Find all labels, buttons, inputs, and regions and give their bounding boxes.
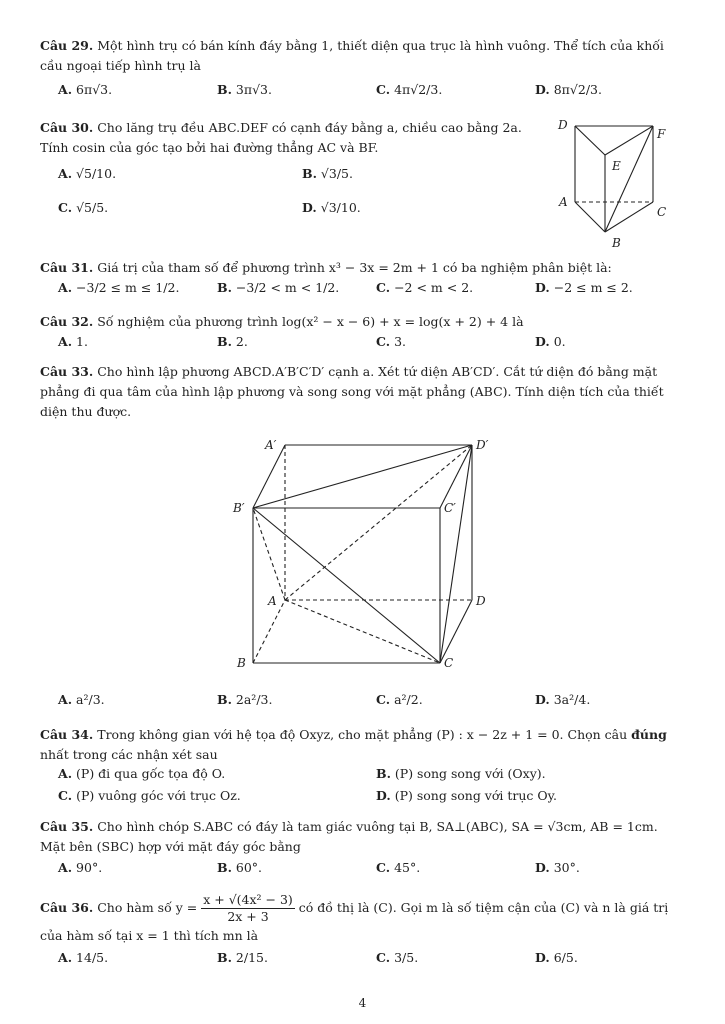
question-text: Trong không gian với hệ tọa độ Oxyz, cho mặt phẳng (P) : x − 2z + 1 = 0. Chọn câu <box>97 727 628 742</box>
options-29 <box>40 82 685 104</box>
option-b[interactable]: B. √3/5. <box>302 166 353 181</box>
options-30-row1 <box>40 166 535 188</box>
option-a[interactable]: A. (P) đi qua gốc tọa độ O. <box>58 766 226 781</box>
question-text: Cho hình lập phương ABCD.A′B′C′D′ cạnh a. Xét tứ diện AB′CD′. Cắt tứ diện đó bằng mặt phẳng đi qua tâm của hình lập phương và song song với mặt phẳng (ABC). Tính diện tích của thiết diện thu được. <box>40 364 664 419</box>
options-31 <box>40 280 685 302</box>
vertex-c: C <box>657 205 667 219</box>
question-number: Câu 30. <box>40 120 94 135</box>
option-b[interactable]: B. 2/15. <box>217 950 268 965</box>
option-b[interactable]: B. 2. <box>217 334 248 349</box>
cube-figure <box>225 430 505 675</box>
emphasis-text: đúng <box>631 727 667 742</box>
options-30-row2 <box>40 200 535 222</box>
option-b[interactable]: B. −3/2 < m < 1/2. <box>217 280 340 295</box>
question-29 <box>40 36 685 76</box>
prism-figure <box>550 112 680 254</box>
question-33 <box>40 362 685 422</box>
option-c[interactable]: C. a²/2. <box>376 692 423 707</box>
question-35 <box>40 817 685 857</box>
option-c[interactable]: C. 4π√2/3. <box>376 82 443 97</box>
option-d[interactable]: D. (P) song song với trục Oy. <box>376 788 558 803</box>
edge-ef <box>605 126 653 155</box>
edge-a1b1 <box>253 445 285 508</box>
vertex-d: D <box>476 594 486 608</box>
question-number: Câu 32. <box>40 314 94 329</box>
options-35 <box>40 860 685 882</box>
question-text: Số nghiệm của phương trình log(x² − x − 6) + x = log(x + 2) + 4 là <box>97 314 524 329</box>
option-a[interactable]: A. 6π√3. <box>58 82 113 97</box>
vertex-d1: D′ <box>476 438 489 452</box>
question-text: Giá trị của tham số để phương trình x³ − 3x = 2m + 1 có ba nghiệm phân biệt là: <box>97 260 612 275</box>
vertex-b: B <box>237 656 246 670</box>
vertex-c1: C′ <box>444 501 456 515</box>
question-number: Câu 34. <box>40 727 94 742</box>
option-a[interactable]: A. 14/5. <box>58 950 109 965</box>
segment-bf <box>605 126 653 232</box>
segment-b1d1 <box>253 445 472 508</box>
question-text: Cho hình chóp S.ABC có đáy là tam giác vuông tại B, SA⊥(ABC), SA = √3cm, AB = 1cm. Mặt bên (SBC) hợp với mặt đáy góc bằng <box>40 819 658 854</box>
option-d[interactable]: D. 0. <box>535 334 566 349</box>
question-34 <box>40 725 685 765</box>
option-c[interactable]: C. 3. <box>376 334 407 349</box>
options-32 <box>40 334 685 356</box>
vertex-a1: A′ <box>265 438 277 452</box>
options-34-row1 <box>40 766 685 788</box>
vertex-c: C <box>444 656 454 670</box>
question-number: Câu 29. <box>40 38 94 53</box>
vertex-e: E <box>612 159 621 173</box>
question-number: Câu 35. <box>40 819 94 834</box>
question-text-cont: nhất trong các nhận xét sau <box>40 747 218 762</box>
option-b[interactable]: B. 60°. <box>217 860 263 875</box>
options-36 <box>40 950 685 972</box>
option-d[interactable]: D. −2 ≤ m ≤ 2. <box>535 280 633 295</box>
option-c[interactable]: C. (P) vuông góc với trục Oz. <box>58 788 241 803</box>
segment-b1c <box>253 508 440 663</box>
option-a[interactable]: A. −3/2 ≤ m ≤ 1/2. <box>58 280 180 295</box>
vertex-d: D <box>558 118 568 132</box>
option-a[interactable]: A. a²/3. <box>58 692 105 707</box>
question-31 <box>40 258 685 278</box>
vertex-b: B <box>612 236 621 250</box>
vertex-f: F <box>657 127 666 141</box>
options-33 <box>40 692 685 714</box>
question-number: Câu 31. <box>40 260 94 275</box>
option-c[interactable]: C. √5/5. <box>58 200 109 215</box>
vertex-b1: B′ <box>233 501 245 515</box>
option-b[interactable]: B. 3π√3. <box>217 82 272 97</box>
fraction-denominator: 2x + 3 <box>227 909 269 924</box>
option-a[interactable]: A. 90°. <box>58 860 103 875</box>
edge-ab <box>253 600 285 663</box>
option-d[interactable]: D. 3a²/4. <box>535 692 591 707</box>
edge-de <box>575 126 605 155</box>
function-fraction <box>201 892 295 925</box>
option-a[interactable]: A. √5/10. <box>58 166 117 181</box>
option-d[interactable]: D. √3/10. <box>302 200 361 215</box>
option-b[interactable]: B. (P) song song với (Oxy). <box>376 766 546 781</box>
option-c[interactable]: C. 3/5. <box>376 950 419 965</box>
question-text: Một hình trụ có bán kính đáy bằng 1, thiết diện qua trục là hình vuông. Thể tích của khối cầu ngoại tiếp hình trụ là <box>40 38 664 73</box>
option-d[interactable]: D. 8π√2/3. <box>535 82 602 97</box>
option-a[interactable]: A. 1. <box>58 334 88 349</box>
fraction-numerator: x + √(4x² − 3) <box>203 892 293 907</box>
segment-ad1 <box>285 445 472 600</box>
question-30 <box>40 118 535 158</box>
vertex-a: A <box>268 594 277 608</box>
question-number: Câu 33. <box>40 364 94 379</box>
option-b[interactable]: B. 2a²/3. <box>217 692 273 707</box>
options-34-row2 <box>40 788 685 810</box>
option-d[interactable]: D. 6/5. <box>535 950 578 965</box>
option-c[interactable]: C. −2 < m < 2. <box>376 280 474 295</box>
edge-ab <box>575 202 605 232</box>
vertex-a: A <box>559 195 568 209</box>
question-number: Câu 36. <box>40 900 94 915</box>
option-d[interactable]: D. 30°. <box>535 860 580 875</box>
option-c[interactable]: C. 45°. <box>376 860 421 875</box>
question-text-cont: có đồ thị là (C). Gọi m là số tiệm cận của (C) và n là giá trị của hàm số tại x = 1 thì tích mn là <box>40 900 669 943</box>
question-32 <box>40 312 685 332</box>
page-number: 4 <box>358 996 367 1010</box>
question-36 <box>40 892 685 947</box>
segment-ac <box>285 600 440 663</box>
question-text: Cho hàm số y = <box>97 900 198 915</box>
question-text: Cho lăng trụ đều ABC.DEF có cạnh đáy bằng a, chiều cao bằng 2a. Tính cosin của góc tạo bởi hai đường thẳng AC và BF. <box>40 120 522 155</box>
